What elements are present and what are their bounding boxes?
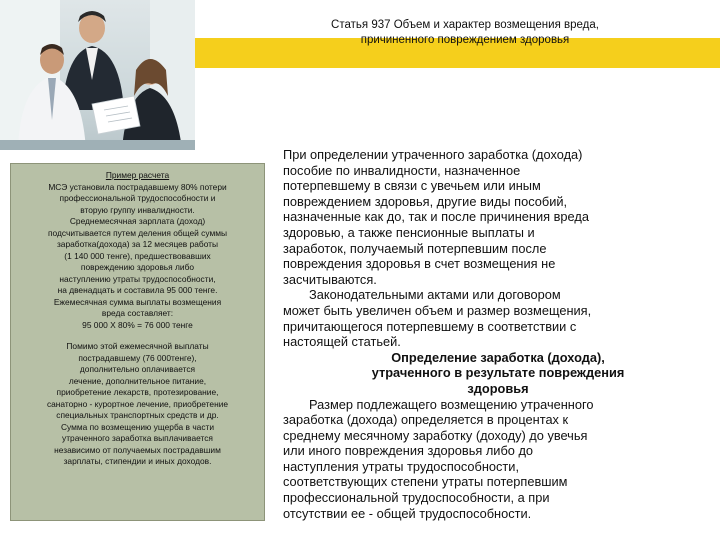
- example-line: пострадавшему (76 000тенге),: [78, 352, 197, 363]
- example-line: дополнительно оплачивается: [79, 364, 196, 374]
- article-body: [283, 147, 713, 521]
- example-line: МСЭ установила пострадавшему 80% потери: [48, 181, 227, 192]
- example-line: вреда составляет:: [101, 308, 174, 318]
- body-line: наступления утраты трудоспособности,: [283, 458, 519, 474]
- body-line: засчитываются.: [283, 271, 377, 287]
- body-line: пособие по инвалидности, назначенное: [283, 162, 521, 178]
- title-line: причиненного повреждением здоровья: [360, 34, 570, 46]
- body-line: заработок, получаемый потерпевшим после: [283, 240, 547, 256]
- office-people-photo: [0, 0, 195, 150]
- section-subheading: утраченного в результате повреждения: [371, 365, 625, 381]
- body-line: среднему месячному заработку (доходу) до увечья: [283, 427, 588, 443]
- example-line: утраченного заработка выплачивается: [62, 433, 213, 443]
- body-line: настоящей статьей.: [283, 334, 401, 350]
- body-line: потерпевшему в связи с увечьем или иным: [283, 178, 541, 194]
- example-formula: 95 000 Х 80% = 76 000 тенге: [82, 319, 193, 330]
- example-heading: Пример расчета: [105, 170, 170, 180]
- body-line: соответствующих степени утраты потерпевшим: [283, 474, 568, 490]
- example-line: приобретение лекарств, протезирование,: [56, 387, 219, 397]
- body-line: профессиональной трудоспособности, а при: [283, 490, 550, 506]
- body-line: здоровью, а также пенсионные выплаты и: [283, 224, 535, 240]
- example-line: Среднемесячная зарплата (доход): [69, 216, 206, 226]
- body-line: назначенные как до, так и после причинения вреда: [283, 209, 589, 225]
- example-line: профессиональной трудоспособности и: [59, 193, 216, 203]
- example-line: подсчитывается путем деления общей суммы: [48, 227, 227, 238]
- body-line: отсутствии ее - общей трудоспособности.: [283, 505, 532, 521]
- section-subheading: Определение заработка (дохода),: [391, 349, 605, 365]
- body-line: или иного повреждения здоровья либо до: [283, 443, 534, 459]
- example-line: заработка(дохода) за 12 месяцев работы: [56, 239, 219, 249]
- body-line: При определении утраченного заработка (дохода): [283, 147, 583, 162]
- example-line: (1 140 000 тенге), предшествовавших: [64, 250, 211, 261]
- body-line: повреждением здоровья, другие виды пособий,: [283, 193, 568, 209]
- example-line: Сумма по возмещению ущерба в части: [60, 421, 215, 432]
- example-line: независимо от получаемых пострадавшим: [54, 444, 221, 455]
- example-line: специальных транспортных средств и др.: [56, 410, 219, 420]
- page-title: [230, 18, 700, 48]
- photo-illustration: [0, 0, 195, 150]
- body-line: Размер подлежащего возмещению утраченного: [309, 396, 594, 412]
- title-line: Статья 937 Объем и характер возмещения вреда,: [331, 19, 599, 31]
- example-line: Ежемесячная сумма выплаты возмещения: [53, 296, 222, 307]
- body-line: заработка (дохода) определяется в процентах к: [283, 412, 569, 428]
- calculation-example-box: [10, 163, 265, 521]
- example-line: зарплаты, стипендии и иных доходов.: [63, 456, 212, 466]
- example-line: повреждению здоровья либо: [80, 262, 195, 272]
- example-line: наступлению утраты трудоспособности,: [59, 273, 216, 284]
- body-line: может быть увеличен объем и размер возмещения,: [283, 302, 592, 318]
- example-line: лечение, дополнительное питание,: [68, 375, 207, 386]
- example-line: на двенадцать и составила 95 000 тенге.: [57, 285, 218, 295]
- example-line: санаторно - курортное лечение, приобретение: [46, 398, 229, 409]
- body-line: причитающегося потерпевшему в соответствии с: [283, 318, 577, 334]
- example-line: вторую группу инвалидности.: [80, 204, 195, 215]
- body-line: Законодательными актами или договором: [309, 287, 561, 303]
- example-line: Помимо этой ежемесячной выплаты: [66, 341, 209, 351]
- section-subheading: здоровья: [467, 380, 529, 396]
- body-line: повреждения здоровья в счет возмещения не: [283, 256, 556, 272]
